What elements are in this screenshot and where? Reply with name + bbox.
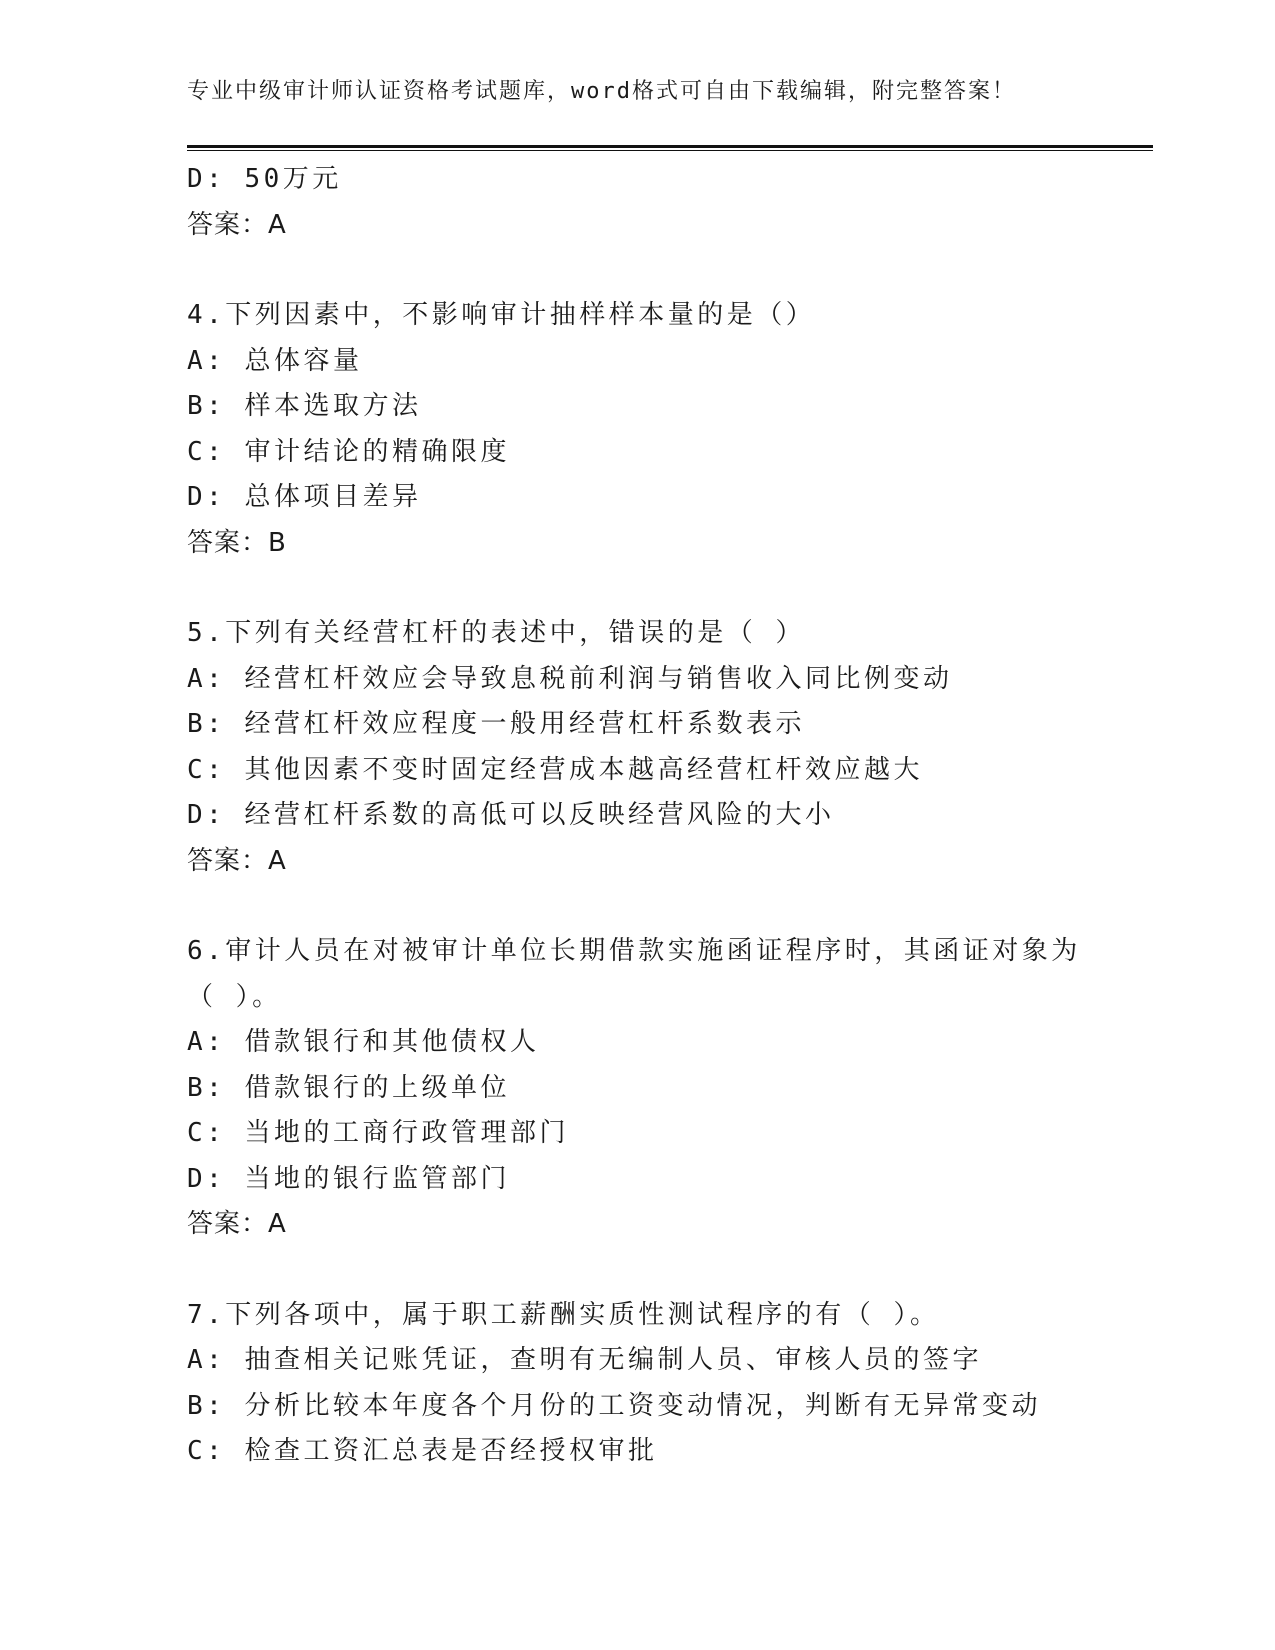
answer: 答案：B — [187, 527, 287, 558]
question-content — [187, 157, 1153, 1475]
question-stem: 4.下列因素中，不影响审计抽样样本量的是（） — [187, 300, 816, 330]
option-b: B: 样本选取方法 — [187, 391, 422, 421]
option-c: C: 其他因素不变时固定经营成本越高经营杠杆效应越大 — [187, 754, 923, 785]
question-5 — [187, 611, 1153, 884]
option-d: D: 经营杠杆系数的高低可以反映经营风险的大小 — [187, 800, 835, 830]
option-b: B: 借款银行的上级单位 — [187, 1072, 510, 1103]
option-d: D: 当地的银行监管部门 — [187, 1163, 510, 1194]
option-a: A: 经营杠杆效应会导致息税前利润与销售收入同比例变动 — [187, 663, 953, 694]
question-3-carryover — [187, 157, 1153, 248]
question-stem: 6.审计人员在对被审计单位长期借款实施函证程序时，其函证对象为 — [187, 936, 1081, 966]
option-c: C: 检查工资汇总表是否经授权审批 — [187, 1436, 658, 1466]
option-a: A: 抽查相关记账凭证，查明有无编制人员、审核人员的签字 — [187, 1345, 982, 1375]
answer: 答案：A — [187, 209, 287, 240]
answer: 答案：A — [187, 1209, 287, 1239]
option-d: D: 50万元 — [187, 164, 342, 194]
header-divider — [187, 145, 1153, 151]
question-stem-continued: （ ）。 — [187, 981, 282, 1012]
question-4 — [187, 293, 1153, 566]
option-d: D: 总体项目差异 — [187, 482, 422, 512]
answer: 答案：A — [187, 845, 287, 876]
option-a: A: 总体容量 — [187, 345, 363, 376]
option-c: C: 审计结论的精确限度 — [187, 436, 510, 467]
question-stem: 5.下列有关经营杠杆的表述中，错误的是（ ） — [187, 618, 805, 648]
question-stem: 7.下列各项中，属于职工薪酬实质性测试程序的有（ ）。 — [187, 1299, 940, 1330]
page-header: 专业中级审计师认证资格考试题库，word格式可自由下载编辑，附完整答案！ — [187, 79, 1016, 104]
option-b: B: 经营杠杆效应程度一般用经营杠杆系数表示 — [187, 709, 805, 739]
option-b: B: 分析比较本年度各个月份的工资变动情况，判断有无异常变动 — [187, 1390, 1041, 1421]
option-a: A: 借款银行和其他债权人 — [187, 1027, 540, 1057]
question-7 — [187, 1293, 1153, 1475]
option-c: C: 当地的工商行政管理部门 — [187, 1118, 569, 1148]
question-6 — [187, 929, 1153, 1248]
